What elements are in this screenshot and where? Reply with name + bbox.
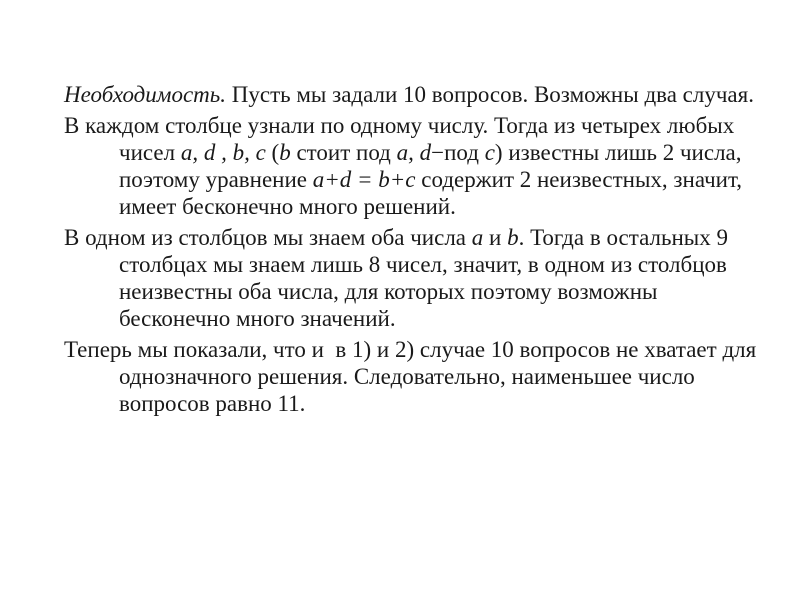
text-run: Пусть мы задали 10 вопросов. Возможны два случая. (226, 82, 754, 107)
paragraph-case-one (64, 112, 764, 220)
text-run: стоит под (290, 140, 397, 165)
text-run: a+d = b+c (312, 167, 416, 192)
text-run: В одном из столбцов мы знаем оба числа (64, 225, 472, 250)
text-run: и (483, 225, 508, 250)
text-run: ( (265, 140, 280, 165)
text-run: c (484, 140, 495, 165)
text-run: В каждом столбце узнали по одному числу. Тогда из четырех любых чисел (64, 113, 740, 165)
paragraph-case-two (64, 224, 764, 332)
text-run: −под (431, 140, 485, 165)
text-run: содержит 2 неизвестных, значит, имеет бесконечно много решений. (119, 167, 748, 219)
paragraph-conclusion (64, 336, 764, 417)
text-run: Теперь мы показали, что и в 1) и 2) случае 10 вопросов не хватает для однозначного решения. Следовательно, наименьшее число вопросов равно 11. (64, 337, 762, 416)
text-run: a (471, 225, 484, 250)
text-run: b (279, 140, 291, 165)
text-run: a, d , b, c (180, 140, 266, 165)
text-run: ) известны лишь 2 числа, поэтому уравнение (119, 140, 748, 192)
text-run: . Тогда в остальных 9 столбцах мы знаем лишь 8 чисел, значит, в одном из столбцов неизвестны оба числа, для которых поэтому возможны бесконечно много значений. (119, 225, 734, 331)
text-run: b (507, 225, 519, 250)
slide-text-body (64, 81, 764, 421)
paragraph-necessity (64, 81, 764, 108)
text-run: Необходимость. (64, 82, 226, 107)
text-run: a, d (396, 140, 432, 165)
